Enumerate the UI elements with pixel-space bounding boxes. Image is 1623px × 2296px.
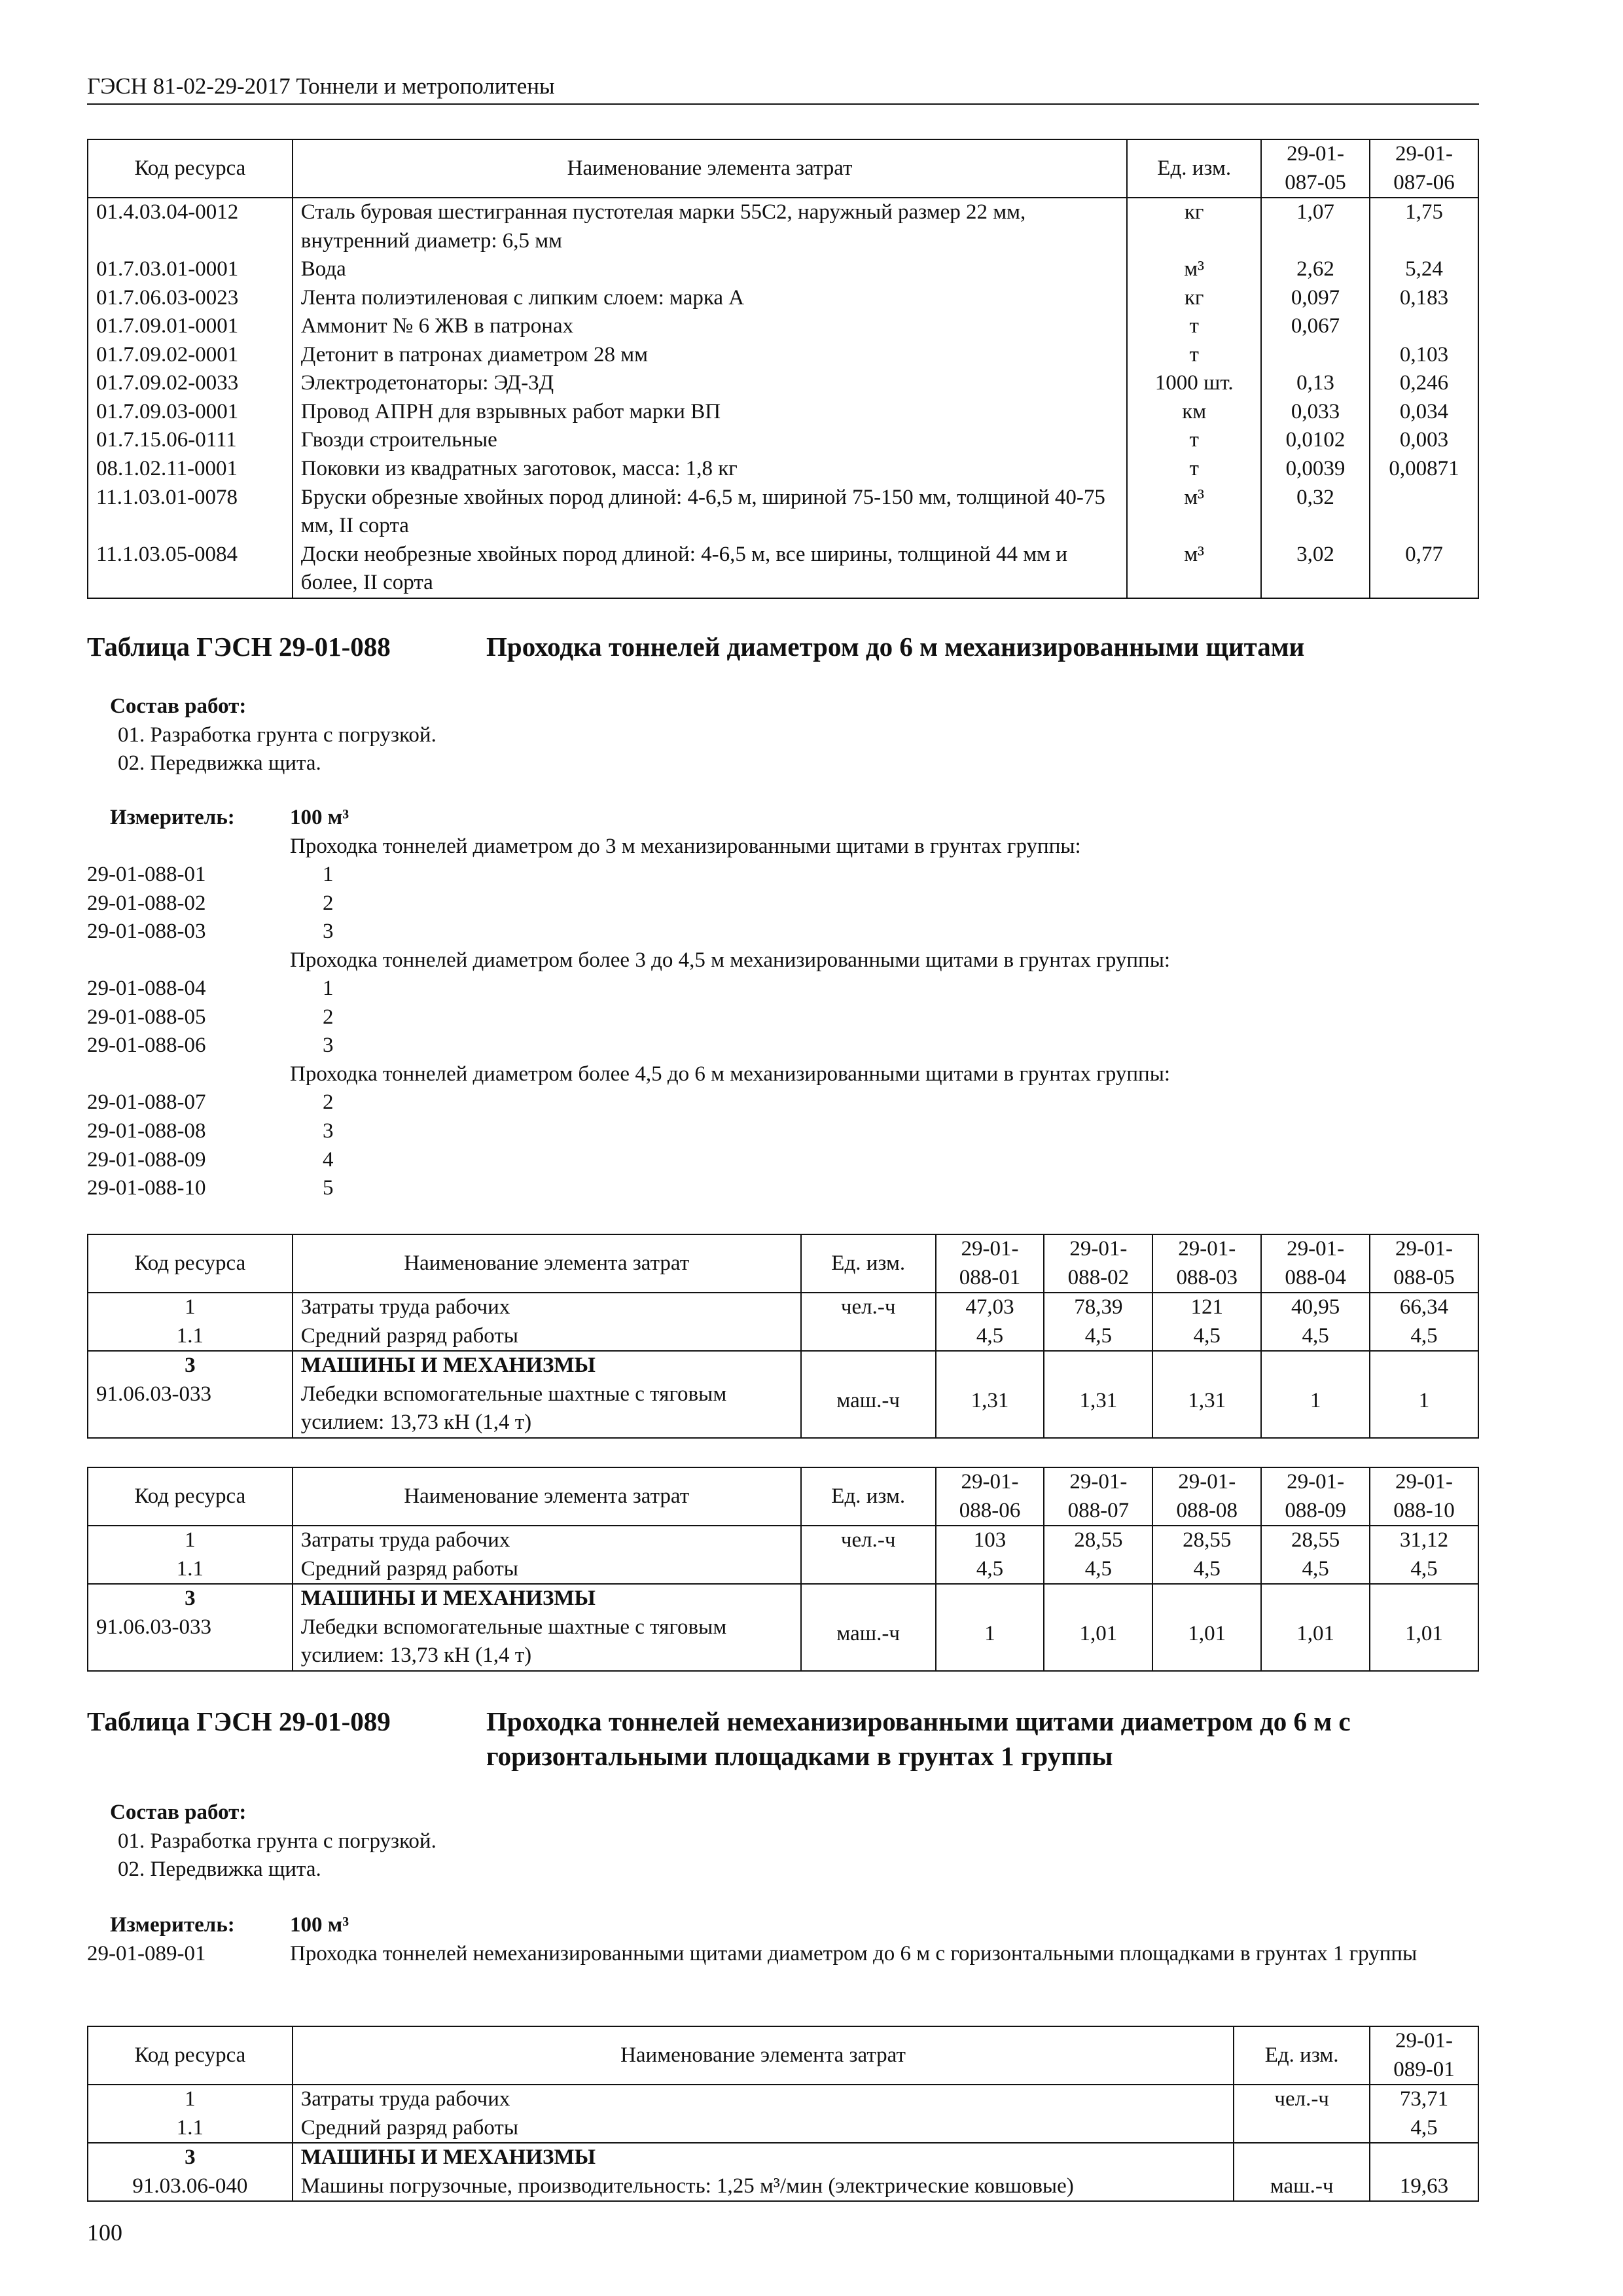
table-row [88, 198, 1478, 255]
soil-group: 2 [323, 891, 334, 915]
norm-row [87, 861, 1479, 889]
measure-label: Измеритель: [110, 806, 235, 829]
resource-code: 1.1 [88, 2114, 293, 2144]
table-089-name: Проходка тоннелей немеханизированными щитами диаметром до 6 м с горизонтальными площадками в грунтах 1 группы [486, 1706, 1351, 1772]
resource-name: Лебедки вспомогательные шахтные с тяговым усилием: 13,73 кН (1,4 т) [300, 1615, 727, 1668]
resource-unit: кг [1127, 198, 1261, 255]
table-088-name: Проходка тоннелей диаметром до 6 м механизированными щитами [486, 632, 1305, 662]
resource-value: 2,62 [1261, 255, 1370, 284]
resource-code [88, 1584, 293, 1671]
resource-value: 0,246 [1370, 369, 1478, 398]
resource-code: 01.7.06.03-0023 [88, 284, 293, 313]
resource-unit: т [1127, 341, 1261, 370]
resource-unit: т [1127, 455, 1261, 484]
resource-value: 28,55 [1044, 1526, 1152, 1555]
works-088 [110, 692, 1502, 778]
resource-code: 1 [88, 1526, 293, 1555]
resource-name: Машины погрузочные, производительность: 1,25 м³/мин (электрические ковшовые) [293, 2172, 1234, 2202]
resource-code: 1 [88, 2085, 293, 2114]
resource-code: 91.03.06-040 [88, 2172, 293, 2202]
resource-value: 4,5 [1370, 2114, 1478, 2144]
resource-value: 5,24 [1370, 255, 1478, 284]
resource-value: 0,77 [1370, 541, 1478, 598]
resource-name: Лента полиэтиленовая с липким слоем: марка А [293, 284, 1128, 313]
resource-unit: км [1127, 398, 1261, 427]
col-name: Наименование элемента затрат [293, 2026, 1234, 2085]
resource-value: 1 [1370, 1351, 1478, 1438]
norm-code: 29-01-088-09 [87, 1147, 206, 1172]
resource-value: 73,71 [1370, 2085, 1478, 2114]
table-088-a [87, 1234, 1479, 1439]
table-087 [87, 139, 1479, 599]
resource-unit: т [1127, 312, 1261, 341]
soil-group: 1 [323, 863, 334, 887]
resource-unit: чел.-ч [801, 1526, 936, 1555]
resource-value: 1,31 [1152, 1351, 1261, 1438]
resource-value: 1 [936, 1584, 1044, 1671]
resource-value: 4,5 [1370, 1322, 1478, 1352]
resource-value: 4,5 [1044, 1555, 1152, 1585]
table-row [88, 1584, 1478, 1671]
col-code: Код ресурса [88, 1467, 293, 1526]
table-row [88, 1526, 1478, 1555]
resource-value: 1,01 [1261, 1584, 1370, 1671]
resource-code: 01.7.09.02-0033 [88, 369, 293, 398]
resource-value: 4,5 [1261, 1322, 1370, 1352]
works-label: Состав работ: [110, 1801, 247, 1824]
resource-code: 01.7.15.06-0111 [88, 426, 293, 455]
work-item: 01. Разработка грунта с погрузкой. [118, 723, 437, 747]
resource-name: Затраты труда рабочих [293, 2085, 1234, 2114]
resource-value: 4,5 [936, 1322, 1044, 1352]
resource-unit: маш.-ч [801, 1351, 936, 1438]
col-norm: 29-01-088-04 [1261, 1234, 1370, 1293]
table-row [88, 1351, 1478, 1438]
resource-name: Бруски обрезные хвойных пород длиной: 4-6,5 м, шириной 75-150 мм, толщиной 40-75 мм, II сорта [293, 484, 1128, 541]
resource-value: 1,75 [1370, 198, 1478, 255]
norm-code: 29-01-089-01 [87, 1941, 206, 1965]
col-norm: 29-01-088-01 [936, 1234, 1044, 1293]
resource-code: 01.7.09.03-0001 [88, 398, 293, 427]
resource-value: 31,12 [1370, 1526, 1478, 1555]
resource-value: 0,00871 [1370, 455, 1478, 484]
soil-group: 5 [323, 1176, 334, 1200]
resource-value: 4,5 [1044, 1322, 1152, 1352]
resource-value: 1,01 [1152, 1584, 1261, 1671]
resource-name: Поковки из квадратных заготовок, масса: 1,8 кг [293, 455, 1128, 484]
table-row [88, 1555, 1478, 1585]
resource-value [1370, 312, 1478, 341]
resource-value: 1,07 [1261, 198, 1370, 255]
resource-unit: кг [1127, 284, 1261, 313]
resource-code: 91.06.03-033 [96, 1615, 211, 1639]
resource-unit [801, 1555, 936, 1585]
table-088-code: Таблица ГЭСН 29-01-088 [87, 632, 391, 662]
resource-code: 3 [88, 2143, 293, 2172]
resource-name: Доски необрезные хвойных пород длиной: 4-6,5 м, все ширины, толщиной 44 мм и более, II сорта [293, 541, 1128, 598]
resource-value [1370, 484, 1478, 541]
resource-value: 121 [1152, 1293, 1261, 1322]
resource-code: 01.7.03.01-0001 [88, 255, 293, 284]
norm-description: Проходка тоннелей немеханизированными щитами диаметром до 6 м с горизонтальными площадками в грунтах 1 группы [290, 1941, 1418, 1965]
norm-row [87, 889, 1479, 918]
table-089-title [87, 1704, 1479, 1774]
col-unit: Ед. изм. [801, 1467, 936, 1526]
resource-value: 0,033 [1261, 398, 1370, 427]
resource-unit: маш.-ч [1234, 2172, 1370, 2202]
col-unit: Ед. изм. [801, 1234, 936, 1293]
norm-row [87, 1003, 1479, 1032]
norm-code: 29-01-088-05 [87, 1005, 206, 1029]
resource-unit: м³ [1127, 484, 1261, 541]
norm-row [87, 1146, 1479, 1175]
col-norm: 29-01-088-07 [1044, 1467, 1152, 1526]
resource-unit: чел.-ч [801, 1293, 936, 1322]
col-name: Наименование элемента затрат [293, 139, 1128, 198]
resource-code: 01.7.09.02-0001 [88, 341, 293, 370]
works-label: Состав работ: [110, 694, 247, 718]
table-row [88, 341, 1478, 370]
group-description: Проходка тоннелей диаметром более 3 до 4,5 м механизированными щитами в грунтах группы: [290, 948, 1171, 972]
col-087-06: 29-01-087-06 [1370, 139, 1478, 198]
resource-name [293, 1351, 801, 1438]
col-norm: 29-01-088-08 [1152, 1467, 1261, 1526]
soil-group: 3 [323, 1033, 334, 1058]
col-unit: Ед. изм. [1234, 2026, 1370, 2085]
measures-088 [87, 804, 1479, 1203]
col-norm: 29-01-088-09 [1261, 1467, 1370, 1526]
work-item: 02. Передвижка щита. [118, 751, 321, 776]
resource-name: Лебедки вспомогательные шахтные с тяговым усилием: 13,73 кН (1,4 т) [300, 1382, 727, 1435]
resource-name: Средний разряд работы [293, 2114, 1234, 2144]
section-name: МАШИНЫ И МЕХАНИЗМЫ [300, 1587, 596, 1611]
norm-code: 29-01-088-04 [87, 977, 206, 1001]
measure-value: 100 м³ [290, 1913, 349, 1937]
table-row [88, 541, 1478, 598]
col-089-01: 29-01-089-01 [1370, 2026, 1478, 2085]
running-header: ГЭСН 81-02-29-2017 Тоннели и метрополитены [87, 73, 1479, 105]
resource-code: 11.1.03.01-0078 [88, 484, 293, 541]
resource-value: 1,01 [1370, 1584, 1478, 1671]
norm-code: 29-01-088-02 [87, 891, 206, 915]
group-description: Проходка тоннелей диаметром до 3 м механизированными щитами в грунтах группы: [290, 834, 1081, 858]
resource-code [88, 1351, 293, 1438]
norm-code: 29-01-088-06 [87, 1033, 206, 1058]
resource-code: 3 [185, 1354, 196, 1378]
resource-code: 91.06.03-033 [96, 1382, 211, 1406]
resource-name: Средний разряд работы [293, 1555, 801, 1585]
resource-code: 08.1.02.11-0001 [88, 455, 293, 484]
resource-unit: чел.-ч [1234, 2085, 1370, 2114]
resource-code: 3 [185, 1587, 196, 1611]
section-name: МАШИНЫ И МЕХАНИЗМЫ [300, 1354, 596, 1378]
resource-value: 0,32 [1261, 484, 1370, 541]
works-089 [110, 1799, 1502, 1884]
col-name: Наименование элемента затрат [293, 1234, 801, 1293]
table-row [88, 255, 1478, 284]
table-row [88, 426, 1478, 455]
soil-group: 4 [323, 1147, 334, 1172]
page-number: 100 [87, 2219, 122, 2246]
resource-value: 0,097 [1261, 284, 1370, 313]
resource-name: Электродетонаторы: ЭД-3Д [293, 369, 1128, 398]
resource-value: 1 [1261, 1351, 1370, 1438]
soil-group: 3 [323, 1119, 334, 1143]
resource-code: 1.1 [88, 1322, 293, 1352]
resource-value: 66,34 [1370, 1293, 1478, 1322]
table-row [88, 284, 1478, 313]
resource-value [1261, 341, 1370, 370]
table-088-b [87, 1467, 1479, 1672]
col-087-05: 29-01-087-05 [1261, 139, 1370, 198]
resource-unit: 1000 шт. [1127, 369, 1261, 398]
col-code: Код ресурса [88, 1234, 293, 1293]
resource-name: Сталь буровая шестигранная пустотелая марки 55С2, наружный размер 22 мм, внутренний диаметр: 6,5 мм [293, 198, 1128, 255]
norm-code: 29-01-088-10 [87, 1176, 206, 1200]
col-unit: Ед. изм. [1127, 139, 1261, 198]
section-name: МАШИНЫ И МЕХАНИЗМЫ [293, 2143, 1234, 2172]
norm-code: 29-01-088-03 [87, 920, 206, 944]
resource-value: 4,5 [936, 1555, 1044, 1585]
resource-unit: м³ [1127, 255, 1261, 284]
measures-089 [87, 1911, 1479, 1968]
norm-row [87, 1174, 1479, 1203]
col-norm: 29-01-088-05 [1370, 1234, 1478, 1293]
norm-row [87, 975, 1479, 1003]
col-norm: 29-01-088-02 [1044, 1234, 1152, 1293]
resource-value: 19,63 [1370, 2172, 1478, 2202]
col-norm: 29-01-088-03 [1152, 1234, 1261, 1293]
soil-group: 3 [323, 920, 334, 944]
norm-row [87, 918, 1479, 946]
table-089-code: Таблица ГЭСН 29-01-089 [87, 1706, 391, 1736]
resource-value: 0,034 [1370, 398, 1478, 427]
col-name: Наименование элемента затрат [293, 1467, 801, 1526]
resource-name: Затраты труда рабочих [293, 1293, 801, 1322]
group-description: Проходка тоннелей диаметром более 4,5 до 6 м механизированными щитами в грунтах группы: [290, 1062, 1171, 1086]
resource-name: Вода [293, 255, 1128, 284]
resource-unit [801, 1322, 936, 1352]
table-089 [87, 2026, 1479, 2202]
resource-value: 4,5 [1152, 1555, 1261, 1585]
resource-code: 1.1 [88, 1555, 293, 1585]
norm-row [87, 1088, 1479, 1117]
work-item: 02. Передвижка щита. [118, 1857, 321, 1882]
resource-value: 0,067 [1261, 312, 1370, 341]
resource-unit: м³ [1127, 541, 1261, 598]
resource-code: 1 [88, 1293, 293, 1322]
resource-name: Аммонит № 6 ЖВ в патронах [293, 312, 1128, 341]
resource-value: 3,02 [1261, 541, 1370, 598]
resource-value: 28,55 [1261, 1526, 1370, 1555]
resource-name [293, 1584, 801, 1671]
norm-code: 29-01-088-07 [87, 1090, 206, 1115]
resource-value: 4,5 [1370, 1555, 1478, 1585]
resource-name: Затраты труда рабочих [293, 1526, 801, 1555]
resource-value: 0,183 [1370, 284, 1478, 313]
col-code: Код ресурса [88, 139, 293, 198]
table-row [88, 1322, 1478, 1352]
resource-value: 1,31 [1044, 1351, 1152, 1438]
resource-name: Средний разряд работы [293, 1322, 801, 1352]
table-087-body [88, 198, 1478, 598]
norm-row [87, 1117, 1479, 1146]
col-norm: 29-01-088-06 [936, 1467, 1044, 1526]
table-row [88, 312, 1478, 341]
norm-row [87, 1031, 1479, 1060]
resource-code: 11.1.03.05-0084 [88, 541, 293, 598]
resource-value: 1,01 [1044, 1584, 1152, 1671]
work-item: 01. Разработка грунта с погрузкой. [118, 1829, 437, 1853]
soil-group: 2 [323, 1005, 334, 1029]
table-header [88, 1467, 1478, 1526]
resource-value: 4,5 [1152, 1322, 1261, 1352]
resource-value: 103 [936, 1526, 1044, 1555]
table-row [88, 455, 1478, 484]
resource-name: Гвозди строительные [293, 426, 1128, 455]
resource-code: 01.4.03.04-0012 [88, 198, 293, 255]
resource-name: Провод АПРН для взрывных работ марки ВП [293, 398, 1128, 427]
measure-label: Измеритель: [110, 1913, 235, 1937]
table-row [88, 484, 1478, 541]
resource-value: 28,55 [1152, 1526, 1261, 1555]
resource-value: 0,103 [1370, 341, 1478, 370]
norm-list-088 [87, 833, 1479, 1203]
resource-unit: маш.-ч [801, 1584, 936, 1671]
resource-value: 40,95 [1261, 1293, 1370, 1322]
table-row [88, 1293, 1478, 1322]
resource-value: 78,39 [1044, 1293, 1152, 1322]
resource-unit: т [1127, 426, 1261, 455]
table-row [88, 369, 1478, 398]
resource-value: 0,003 [1370, 426, 1478, 455]
resource-value: 47,03 [936, 1293, 1044, 1322]
resource-value: 0,0039 [1261, 455, 1370, 484]
table-header [88, 1234, 1478, 1293]
col-norm: 29-01-088-10 [1370, 1467, 1478, 1526]
resource-value: 0,13 [1261, 369, 1370, 398]
norm-code: 29-01-088-01 [87, 863, 206, 887]
resource-code: 01.7.09.01-0001 [88, 312, 293, 341]
col-code: Код ресурса [88, 2026, 293, 2085]
norm-code: 29-01-088-08 [87, 1119, 206, 1143]
resource-value: 1,31 [936, 1351, 1044, 1438]
measure-value: 100 м³ [290, 806, 349, 829]
resource-name: Детонит в патронах диаметром 28 мм [293, 341, 1128, 370]
resource-value: 4,5 [1261, 1555, 1370, 1585]
resource-unit [1234, 2114, 1370, 2144]
table-088-title [87, 630, 1479, 664]
soil-group: 2 [323, 1090, 334, 1115]
soil-group: 1 [323, 977, 334, 1001]
resource-value: 0,0102 [1261, 426, 1370, 455]
table-row [88, 398, 1478, 427]
